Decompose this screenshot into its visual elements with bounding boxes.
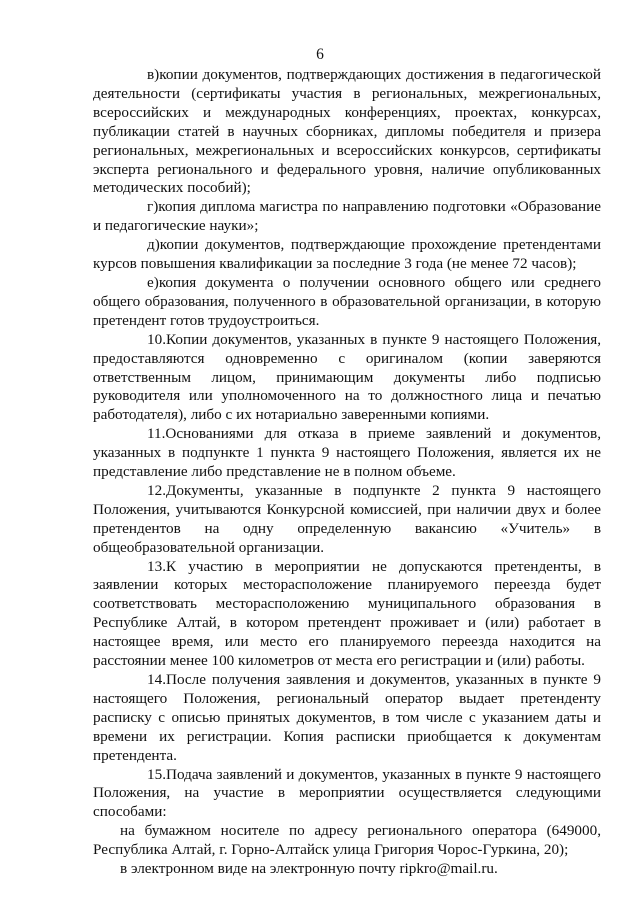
clause-number: 14. [147, 671, 166, 688]
paragraph-text: После получения заявления и документов, указанных в пункте 9 настоящего Положения, региональный оператор выдает претенденту расписку с описью принятых документов, в том числе с указанием даты и времени их регистрации. Копия расписки приобщается к документам претендента. [93, 671, 601, 764]
page-number: 6 [316, 46, 324, 63]
paragraph-e [93, 274, 601, 331]
paragraph-v [93, 66, 601, 198]
clause-number: 11. [147, 425, 166, 443]
clause-number: 13. [147, 557, 166, 575]
list-marker: д) [147, 236, 160, 254]
document-body [93, 66, 601, 879]
paragraph-electronic-method [93, 860, 601, 879]
clause-number: 10. [147, 330, 166, 348]
paragraph-text: копии документов, подтверждающие прохождение претендентами курсов повышения квалификации за последние 3 года (не менее 72 часов); [93, 236, 601, 273]
paragraph-10 [93, 331, 601, 426]
paragraph-text: Подача заявлений и документов, указанных в пункте 9 настоящего Положения, на участие в мероприятии осуществляется следующими способами: [93, 765, 601, 821]
paragraph-11 [93, 425, 601, 482]
clause-number: 15. [147, 765, 166, 783]
paragraph-d [93, 236, 601, 274]
paragraph-text: на бумажном носителе по адресу регионального оператора (649000, Республика Алтай, г. Горно-Алтайск улица Григория Чорос-Гуркина, 20); [93, 822, 601, 859]
paragraph-15 [93, 766, 601, 823]
list-marker: е) [147, 273, 159, 291]
paragraph-text: Документы, указанные в подпункте 2 пункта 9 настоящего Положения, учитываются Конкурсной комиссией, при наличии двух и более претендентов на одну определенную вакансию «Учитель» в общеобразовательной организации. [93, 481, 601, 556]
paragraph-text: копии документов, подтверждающих достижения в педагогической деятельности (сертификаты участия в региональных, межрегиональных, всероссийских и международных конференциях, проектах, конкурсах, публикации статей в научных сборниках, дипломы победителя и призера региональных, межрегиональных и всероссийских конкурсов, сертификаты эксперта регионального и федерального уровня, наличие опубликованных методических пособий); [93, 66, 601, 197]
paragraph-text: в электронном виде на электронную почту ripkro@mail.ru. [120, 860, 498, 878]
paragraph-text: К участию в мероприятии не допускаются претенденты, в заявлении которых месторасположение планируемого переезда будет соответствовать месторасположению муниципального образования в Республике Алтай, в котором претендент проживает и (или) работает в настоящее время, или место его планируемого переезда находится на расстоянии менее 100 километров от места его регистрации и (или) работы. [93, 557, 601, 670]
clause-number: 12. [147, 481, 166, 499]
paragraph-paper-method [93, 822, 601, 860]
paragraph-text: копия документа о получении основного общего или среднего общего образования, полученного в образовательной организации, в которую претендент готов трудоустроиться. [93, 273, 601, 329]
list-marker: г) [147, 198, 159, 216]
paragraph-text: копия диплома магистра по направлению подготовки «Образование и педагогические науки»; [93, 198, 601, 235]
paragraph-12 [93, 482, 601, 558]
paragraph-g [93, 198, 601, 236]
paragraph-text: Копии документов, указанных в пункте 9 настоящего Положения, предоставляются одновременно с оригиналом (копии заверяются ответственным лицом, принимающим документы либо подписью руководителя или уполномоченного на то должностного лица и печатью работодателя), либо с их нотариально заверенными копиями. [93, 330, 601, 424]
paragraph-14 [93, 671, 601, 766]
paragraph-13 [93, 558, 601, 671]
paragraph-text: Основаниями для отказа в приеме заявлений и документов, указанных в подпункте 1 пункта 9 настоящего Положения, является их не представление либо представление не в полном объеме. [93, 425, 601, 481]
list-marker: в) [147, 66, 160, 83]
